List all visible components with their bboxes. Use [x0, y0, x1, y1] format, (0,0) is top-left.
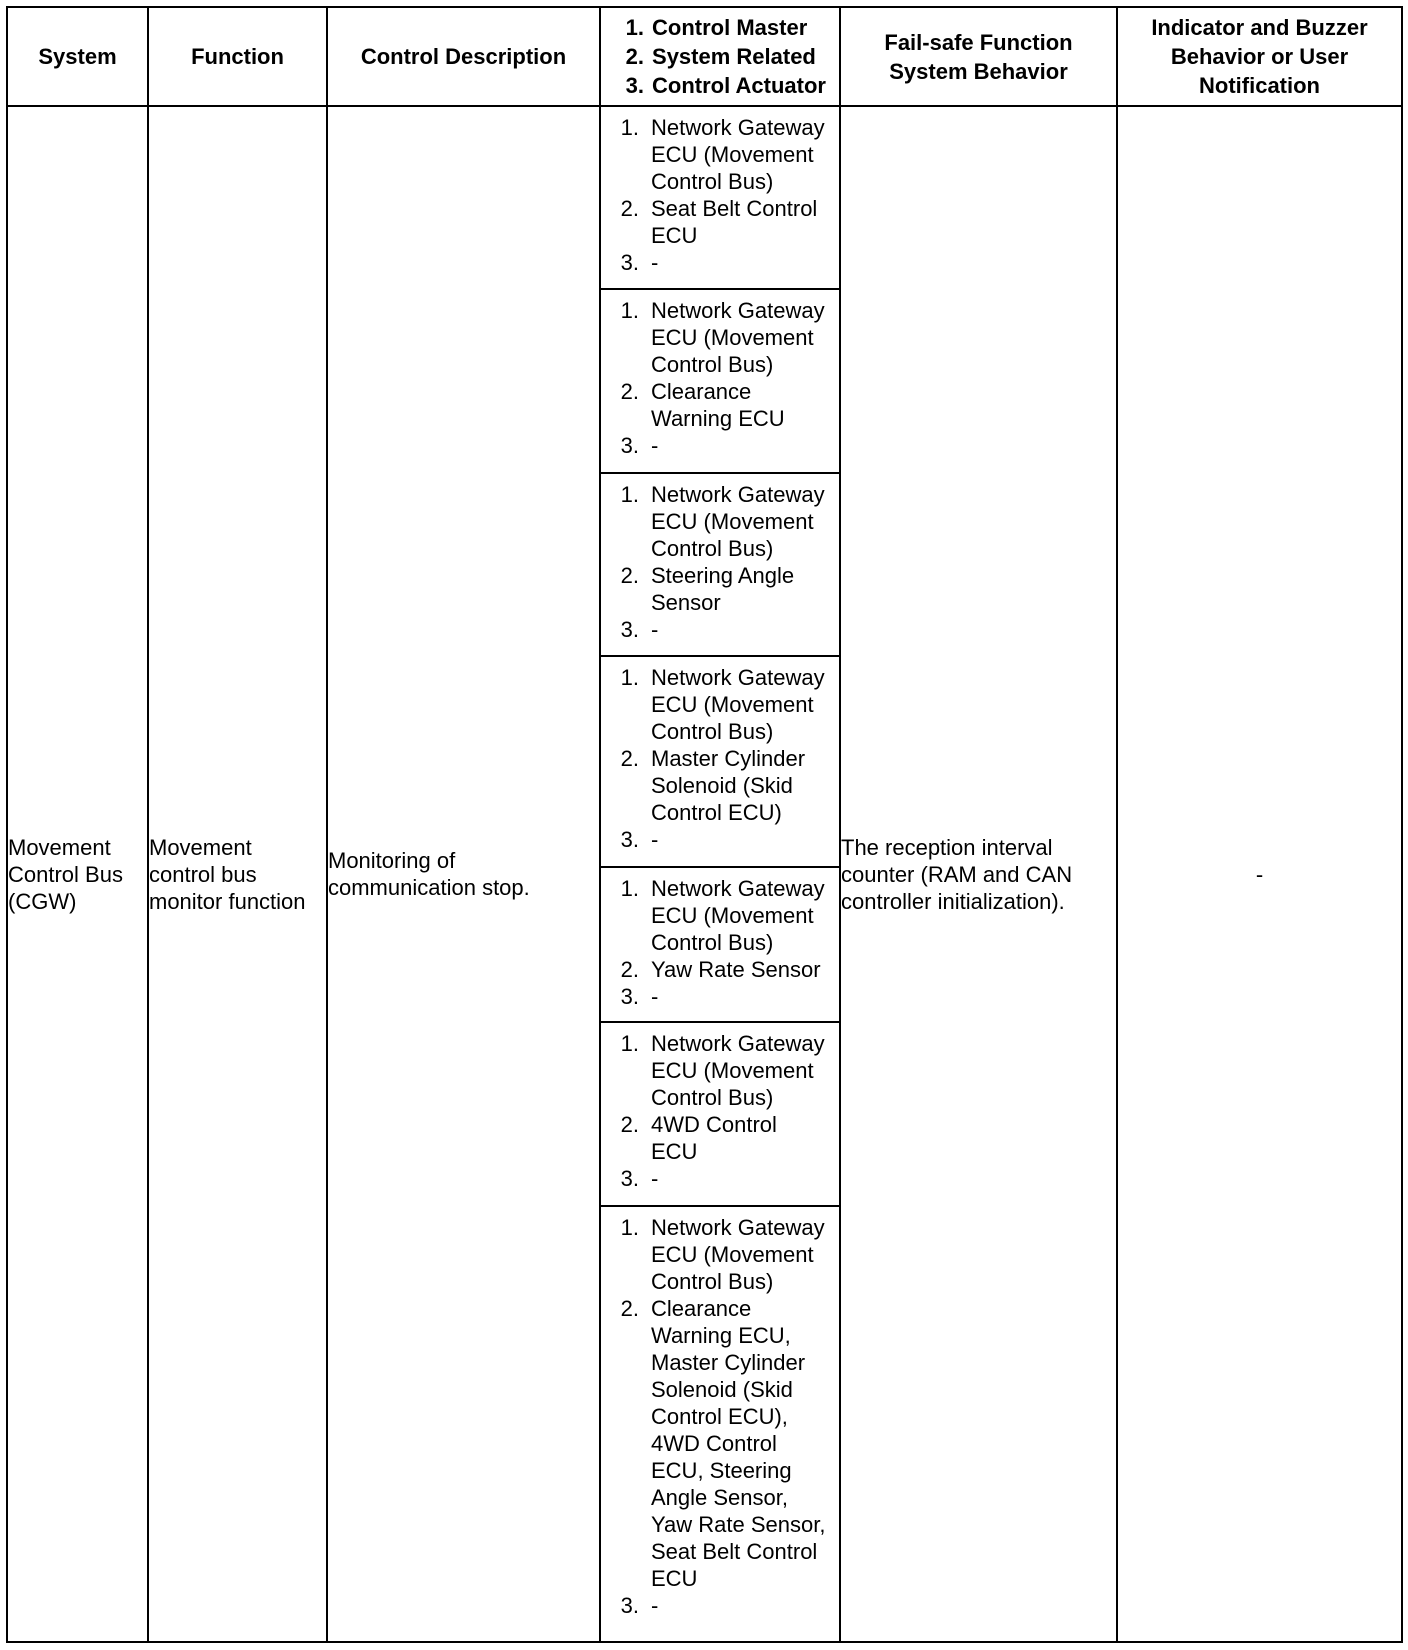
control-item: [601, 1206, 839, 1641]
entry-number: 3.: [620, 1166, 639, 1192]
entry-label: Network Gateway ECU (Movement Control Bus): [651, 298, 825, 378]
control-item: [601, 473, 839, 656]
control-item: [601, 289, 839, 472]
entry-number: 1.: [620, 664, 639, 690]
control-actuator-entry: [601, 432, 835, 459]
control-item-row: [601, 473, 839, 656]
system-related-entry: [601, 195, 835, 249]
entry-label: Network Gateway ECU (Movement Control Bus): [651, 115, 825, 194]
entry-label: 4WD Control ECU: [651, 1112, 777, 1165]
control-item: [601, 107, 839, 289]
entry-number: 3.: [620, 826, 639, 852]
control-item-row: [601, 289, 839, 472]
header-control-description: Control Description: [327, 7, 600, 106]
entry-label: Yaw Rate Sensor: [651, 957, 821, 983]
system-related-entry: [601, 378, 835, 432]
entry-label: -: [651, 1592, 659, 1618]
entry-label: -: [651, 433, 659, 459]
entry-label: Clearance Warning ECU, Master Cylinder Solenoid (Skid Control ECU), 4WD Control ECU, Steering Angle Sensor, Yaw Rate Sensor, Seat Belt Control ECU: [651, 1295, 826, 1591]
control-item: [601, 1022, 839, 1205]
control-actuator-entry: [601, 616, 835, 643]
entry-label: Network Gateway ECU (Movement Control Bus): [651, 876, 825, 956]
control-actuator-entry: [601, 1592, 835, 1619]
control-item-row: [601, 1206, 839, 1641]
control-item: [601, 867, 839, 1022]
header-failsafe: Fail-safe Function System Behavior: [840, 7, 1117, 106]
entry-number: 1.: [620, 298, 639, 324]
entry-number: 1.: [620, 1031, 639, 1057]
control-master-entry: [601, 1030, 835, 1111]
entry-label: Network Gateway ECU (Movement Control Bus): [651, 664, 825, 744]
control-item-row: [601, 867, 839, 1022]
header-system: System: [7, 7, 148, 106]
table-row: [7, 106, 1402, 1642]
indicator-cell: -: [1117, 106, 1402, 1642]
header-row: [7, 7, 1402, 106]
function-cell: Movement control bus monitor function: [148, 106, 327, 1642]
system-related-entry: [601, 745, 835, 826]
entry-number: 1.: [620, 1214, 639, 1240]
header-function: Function: [148, 7, 327, 106]
control-master-entry: [601, 297, 835, 378]
entry-number: 3.: [620, 433, 639, 459]
control-master-entry: [601, 875, 835, 956]
control-item: [601, 656, 839, 867]
control-actuator-entry: [601, 249, 835, 276]
entry-number: 1.: [620, 876, 639, 902]
system-related-entry: [601, 956, 835, 983]
entry-number: 3.: [620, 616, 639, 642]
system-related-entry: [601, 1295, 835, 1592]
system-related-entry: [601, 1111, 835, 1165]
failsafe-spec-table: [6, 6, 1403, 1643]
control-actuator-entry: [601, 983, 835, 1010]
control-master-entry: [601, 1214, 835, 1295]
control-item-row: [601, 656, 839, 867]
system-related-entry: [601, 562, 835, 616]
entry-number: 2.: [620, 745, 639, 771]
entry-label: -: [651, 826, 659, 852]
control-item-row: [601, 107, 839, 289]
entry-number: 3.: [620, 1592, 639, 1618]
entry-label: Steering Angle Sensor: [651, 562, 795, 615]
entry-number: 3.: [620, 250, 639, 275]
entry-number: 2.: [620, 957, 639, 983]
failsafe-cell: The reception interval counter (RAM and CAN controller initialization).: [840, 106, 1117, 1642]
entry-number: 2.: [620, 196, 639, 221]
entry-number: 1.: [620, 115, 639, 140]
control-item-row: [601, 1022, 839, 1205]
header-indicator: Indicator and Buzzer Behavior or User Notification: [1117, 7, 1402, 106]
entry-number: 2.: [620, 562, 639, 588]
entry-number: 3.: [620, 984, 639, 1010]
control-master-cell: [600, 106, 840, 1642]
entry-label: -: [651, 1166, 659, 1192]
entry-number: 2.: [620, 379, 639, 405]
entry-label: Network Gateway ECU (Movement Control Bus): [651, 1031, 825, 1111]
entry-label: Master Cylinder Solenoid (Skid Control ECU): [651, 745, 806, 825]
control-actuator-entry: [601, 826, 835, 853]
control-master-entry: [601, 114, 835, 195]
entry-label: Seat Belt Control ECU: [651, 196, 818, 248]
control-description-cell: Monitoring of communication stop.: [327, 106, 600, 1642]
entry-number: 2.: [620, 1112, 639, 1138]
entry-label: Clearance Warning ECU: [651, 379, 785, 432]
control-actuator-entry: [601, 1165, 835, 1192]
entry-label: -: [651, 984, 659, 1010]
entry-number: 1.: [620, 481, 639, 507]
control-items-list: [601, 107, 839, 1641]
entry-label: Network Gateway ECU (Movement Control Bus): [651, 481, 825, 561]
entry-label: -: [651, 616, 659, 642]
entry-label: -: [651, 250, 659, 275]
control-master-entry: [601, 664, 835, 745]
entry-label: Network Gateway ECU (Movement Control Bus): [651, 1214, 825, 1294]
entry-number: 2.: [620, 1295, 639, 1321]
header-control-master: 1. Control Master 2. System Related 3. Control Actuator: [600, 7, 840, 106]
control-master-entry: [601, 481, 835, 562]
system-cell: Movement Control Bus (CGW): [7, 106, 148, 1642]
